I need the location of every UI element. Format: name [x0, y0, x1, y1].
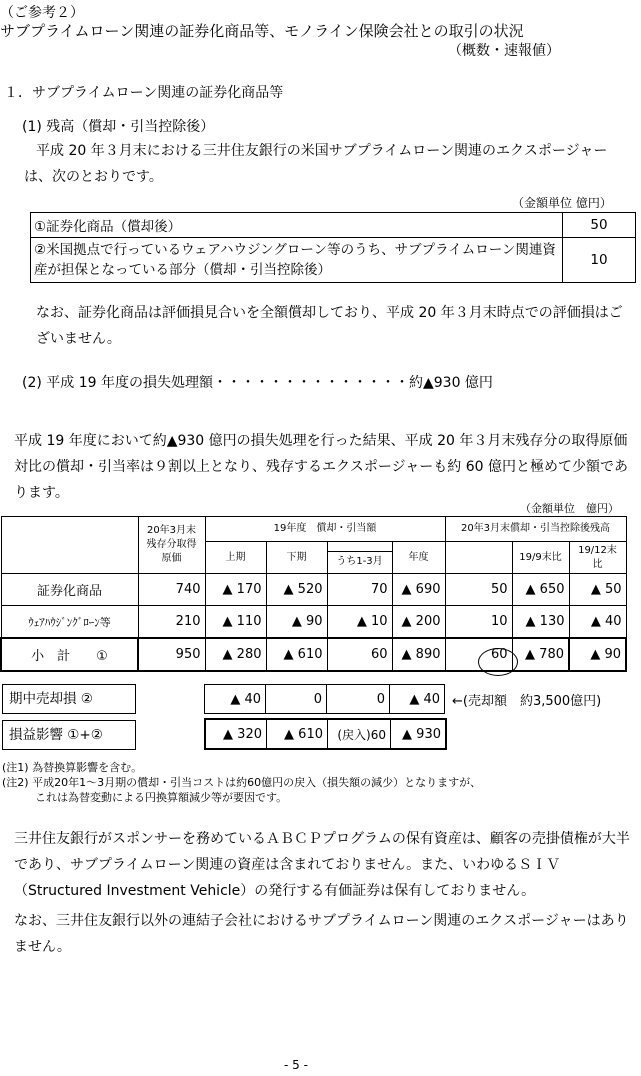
row-label: 小 計 ①	[1, 638, 138, 671]
col-fy19: 19年度 償却・引当額	[205, 517, 445, 542]
cell-cost: 950	[138, 638, 205, 671]
cell-h1: ▲ 110	[205, 606, 266, 639]
col-h1: 上期	[205, 542, 266, 574]
table-row	[1, 574, 626, 606]
note-3: これは為替変動による円換算額減少等が要因です。	[2, 791, 288, 804]
cell-bal: 10	[445, 606, 512, 639]
cell-vs9: ▲ 780	[512, 638, 569, 671]
row-label: ①証券化商品（償却後）	[31, 213, 563, 238]
note-2: (注2) 平成20年1～3月期の償却・引当コストは約60億円の戻入（損失額の減少）となりますが、	[2, 776, 482, 789]
paragraph-subsidiaries: なお、三井住友銀行以外の連結子会社におけるサブプライムローン関連のエクスポージャーはありません。	[14, 913, 629, 955]
col-year: 年度	[392, 542, 445, 574]
col-h2: 下期	[266, 542, 327, 574]
pl-impact-label: 損益影響 ①+②	[2, 720, 136, 750]
pl-h2: ▲ 610	[267, 719, 328, 749]
cell-vs12: ▲ 40	[569, 606, 626, 639]
cell-year: ▲ 200	[392, 606, 445, 639]
page-number: - 5 -	[284, 1058, 308, 1072]
col-q4: うち1-3月	[327, 551, 392, 573]
balance-table	[30, 212, 636, 283]
estimate-note: （概数・速報値）	[448, 43, 560, 59]
paragraph-abcp: 三井住友銀行がスポンサーを務めているＡＢＣＰプログラムの保有資産は、顧客の売掛債権が大半であり、サブプライムローン関連の資産は含まれておりません。また、いわゆるＳＩＶ（Structured Investment Vehicle）の発行する有価証券は保有しておりません。	[14, 831, 630, 899]
unit-label-1: （金額単位 億円）	[512, 196, 612, 210]
sale-loss-table	[204, 684, 445, 714]
pl-h1: ▲ 320	[205, 719, 267, 749]
col-vs9: 19/9末比	[512, 542, 569, 574]
cell-h1: ▲ 170	[205, 574, 266, 606]
cell-cost: 210	[138, 606, 205, 639]
cell-vs9: ▲ 130	[512, 606, 569, 639]
subsection-balance: (1) 残高（償却・引当控除後）	[22, 119, 215, 135]
col-cost: 20年3月末残存分取得原価	[138, 517, 205, 574]
sale-loss-label: 期中売却損 ②	[2, 684, 136, 714]
table-row	[31, 213, 636, 238]
sale-amount-note: ←(売却額 約3,500億円)	[452, 694, 602, 709]
subsection-loss: (2) 平成 19 年度の損失処理額・・・・・・・・・・・・・・約▲930 億円	[22, 375, 493, 391]
table-row	[1, 606, 626, 639]
cell-vs9: ▲ 650	[512, 574, 569, 606]
sale-q4: 0	[327, 685, 390, 714]
paragraph-loss-result: 平成 19 年度において約▲930 億円の損失処理を行った結果、平成 20 年３月末残存分の取得原価対比の償却・引当率は９割以上となり、残存するエクスポージャーも約 60 億円と極めて少額であります。	[14, 433, 629, 501]
cell-vs12: ▲ 50	[569, 574, 626, 606]
cell-q4: 60	[327, 638, 392, 671]
table-row	[31, 238, 636, 283]
pl-q4: (戻入)60	[328, 719, 391, 749]
row-label: ②米国拠点で行っているウェアハウジングローン等のうち、サブプライムローン関連資産が担保となっている部分（償却・引当控除後）	[31, 238, 563, 283]
sale-h1: ▲ 40	[205, 685, 266, 714]
cell-h1: ▲ 280	[205, 638, 266, 671]
corner-cell	[1, 517, 138, 574]
loss-table	[0, 516, 627, 672]
paragraph-valuation: なお、証券化商品は評価損見合いを全額償却しており、平成 20 年３月末時点での評価損はございません。	[36, 305, 623, 347]
paragraph-exposure: 平成 20 年３月末における三井住友銀行の米国サブプライムローン関連のエクスポージャーは、次のとおりです。	[24, 143, 608, 185]
sale-year: ▲ 40	[390, 685, 445, 714]
cell-year: ▲ 690	[392, 574, 445, 606]
row-value: 50	[563, 213, 636, 238]
row-value: 10	[563, 238, 636, 283]
pl-impact-table	[204, 718, 447, 750]
unit-label-2: （金額単位 億円）	[520, 502, 619, 515]
table-row-subtotal	[1, 638, 626, 671]
col-vs12: 19/12末比	[569, 542, 626, 574]
pl-year: ▲ 930	[391, 719, 447, 749]
cell-cost: 740	[138, 574, 205, 606]
cell-q4: ▲ 10	[327, 606, 392, 639]
spacer	[327, 542, 392, 552]
note-1: (注1) 為替換算影響を含む。	[2, 761, 143, 774]
cell-q4: 70	[327, 574, 392, 606]
page-title: サブプライムローン関連の証券化商品等、モノライン保険会社との取引の状況	[0, 22, 524, 40]
row-label: 証券化商品	[1, 574, 138, 606]
cell-h2: ▲ 90	[266, 606, 327, 639]
highlight-circle	[478, 648, 518, 676]
cell-h2: ▲ 610	[266, 638, 327, 671]
col-balance: 20年3月末償却・引当控除後残高	[445, 517, 626, 542]
cell-year: ▲ 890	[392, 638, 445, 671]
cell-bal: 50	[445, 574, 512, 606]
cell-vs12: ▲ 90	[569, 638, 626, 671]
sale-h2: 0	[266, 685, 327, 714]
spacer-bal	[445, 542, 512, 574]
cell-h2: ▲ 520	[266, 574, 327, 606]
reference-label: （ご参考２）	[0, 5, 84, 21]
cell-bal: 60	[445, 638, 512, 671]
row-label: ｳｪｱﾊｳｼﾞﾝｸﾞﾛｰﾝ等	[1, 606, 138, 639]
section-heading: １．サブプライムローン関連の証券化商品等	[4, 85, 284, 101]
